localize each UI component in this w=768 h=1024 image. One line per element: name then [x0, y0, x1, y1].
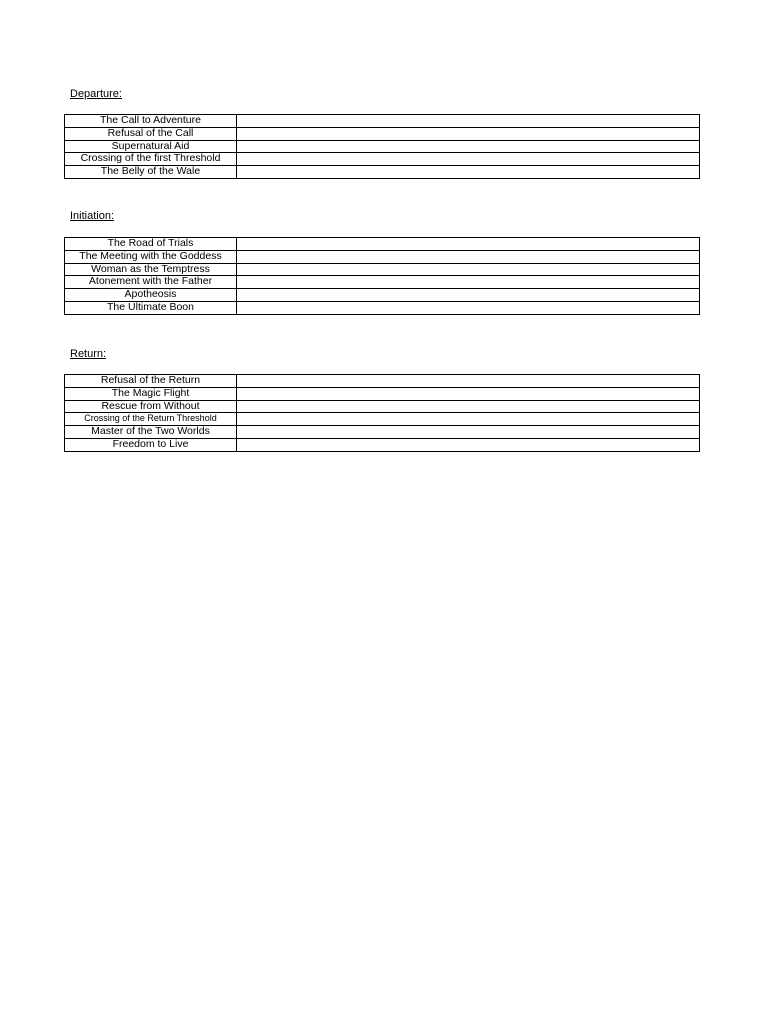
table-row: [65, 387, 700, 400]
stage-label: The Call to Adventure: [65, 115, 237, 128]
table-row: [65, 301, 700, 314]
stage-label: Rescue from Without: [65, 400, 237, 413]
stage-entry-cell[interactable]: [237, 438, 700, 451]
departure-heading: Departure:: [70, 88, 122, 100]
stage-entry-cell[interactable]: [237, 263, 700, 276]
table-row: [65, 115, 700, 128]
table-row: [65, 413, 700, 426]
stage-entry-cell[interactable]: [237, 276, 700, 289]
stage-label: Refusal of the Return: [65, 375, 237, 388]
stage-entry-cell[interactable]: [237, 289, 700, 302]
stage-entry-cell[interactable]: [237, 127, 700, 140]
table-row: [65, 289, 700, 302]
stage-label: Refusal of the Call: [65, 127, 237, 140]
stage-label: Freedom to Live: [65, 438, 237, 451]
table-row: [65, 238, 700, 251]
stage-label: Atonement with the Father: [65, 276, 237, 289]
table-row: [65, 250, 700, 263]
stage-entry-cell[interactable]: [237, 153, 700, 166]
stage-label: Master of the Two Worlds: [65, 426, 237, 439]
stage-label: Supernatural Aid: [65, 140, 237, 153]
table-row: [65, 400, 700, 413]
initiation-table: [64, 237, 700, 315]
stage-entry-cell[interactable]: [237, 426, 700, 439]
stage-entry-cell[interactable]: [237, 375, 700, 388]
table-row: [65, 166, 700, 179]
stage-entry-cell[interactable]: [237, 413, 700, 426]
stage-label: Crossing of the first Threshold: [65, 153, 237, 166]
stage-label: The Ultimate Boon: [65, 301, 237, 314]
table-row: [65, 263, 700, 276]
stage-entry-cell[interactable]: [237, 115, 700, 128]
stage-entry-cell[interactable]: [237, 400, 700, 413]
table-row: [65, 375, 700, 388]
table-row: [65, 426, 700, 439]
table-row: [65, 127, 700, 140]
table-row: [65, 153, 700, 166]
stage-label: Apotheosis: [65, 289, 237, 302]
stage-entry-cell[interactable]: [237, 301, 700, 314]
stage-label: Woman as the Temptress: [65, 263, 237, 276]
stage-entry-cell[interactable]: [237, 387, 700, 400]
initiation-heading: Initiation:: [70, 210, 115, 222]
return-table: [64, 374, 700, 452]
table-row: [65, 140, 700, 153]
departure-table: [64, 114, 700, 179]
stage-label: The Road of Trials: [65, 238, 237, 251]
table-row: [65, 438, 700, 451]
stage-label: The Magic Flight: [65, 387, 237, 400]
return-heading: Return:: [70, 348, 107, 360]
stage-label: The Belly of the Wale: [65, 166, 237, 179]
table-row: [65, 276, 700, 289]
stage-entry-cell[interactable]: [237, 238, 700, 251]
stage-entry-cell[interactable]: [237, 166, 700, 179]
stage-entry-cell[interactable]: [237, 250, 700, 263]
stage-entry-cell[interactable]: [237, 140, 700, 153]
stage-label: The Meeting with the Goddess: [65, 250, 237, 263]
stage-label: Crossing of the Return Threshold: [65, 413, 237, 426]
